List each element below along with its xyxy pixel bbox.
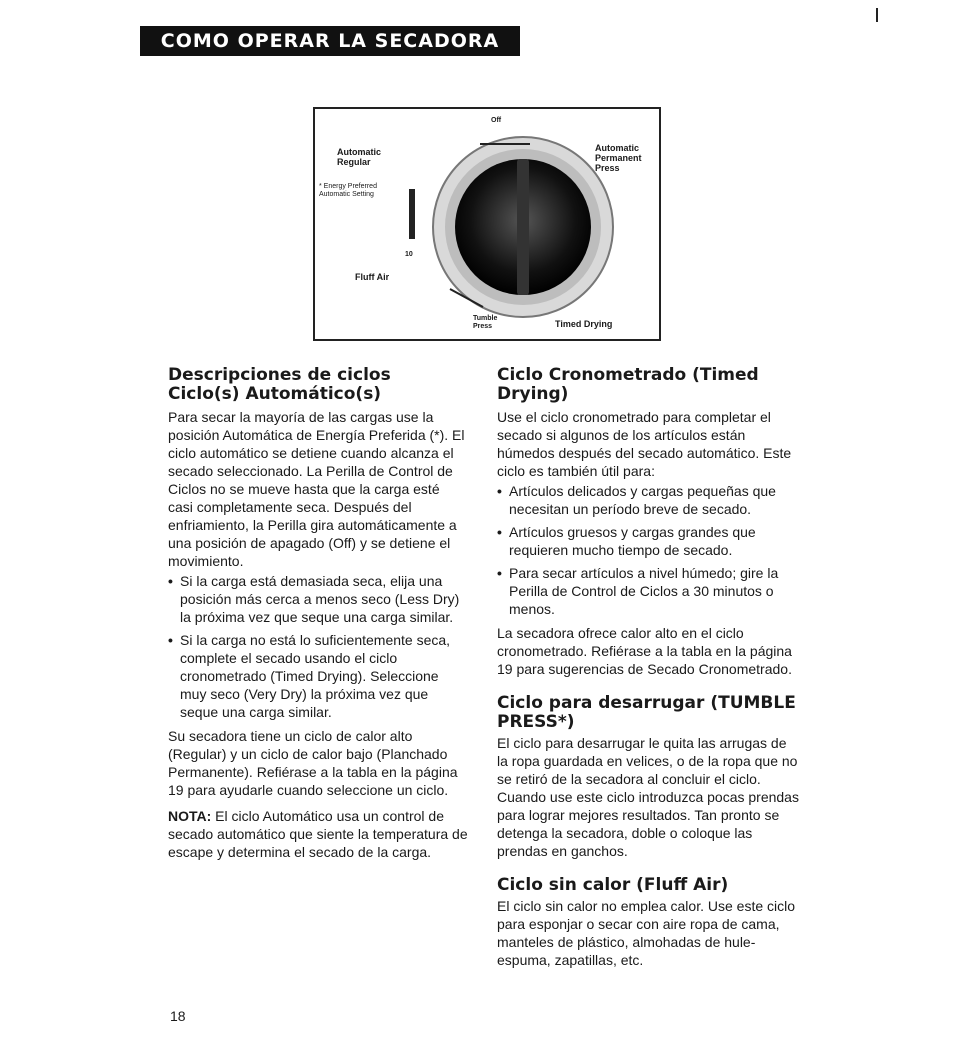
knob-pointer — [409, 189, 415, 239]
heading-fluff-air: Ciclo sin calor (Fluff Air) — [497, 875, 729, 895]
knob-grip — [517, 159, 529, 295]
automatic-tips-list — [168, 572, 468, 721]
knob-mark-10: 10 — [405, 251, 413, 258]
label-energy-preferred: * Energy Preferred Automatic Setting — [319, 183, 377, 198]
heading-automatic-cycles: Ciclo(s) Automático(s) — [168, 384, 382, 404]
control-knob-figure — [313, 107, 661, 341]
margin-mark — [876, 8, 878, 22]
timed-heat-paragraph: La secadora ofrece calor alto en el ciclo cronometrado. Refiérase a la tabla en la página 19 para sugerencias de Secado Cronometrado. — [497, 625, 792, 677]
list-item: • Para secar artículos a nivel húmedo; gire la Perilla de Control de Ciclos a 30 minutos o menos. — [497, 564, 801, 618]
heading-tumble-press: Ciclo para desarrugar (TUMBLE PRESS*) — [497, 693, 796, 732]
right-column — [497, 366, 801, 969]
note-paragraph — [168, 807, 468, 861]
label-timed-drying: Timed Drying — [555, 319, 613, 329]
heat-levels-paragraph: Su secadora tiene un ciclo de calor alto (Regular) y un ciclo de calor bajo (Planchado Permanente). Refiérase a la tabla en la página 19 para ayudarle cuando seleccione un ciclo. — [168, 728, 458, 798]
label-automatic-regular: Automatic Regular — [337, 147, 382, 167]
list-item: • Artículos delicados y cargas pequeñas que necesitan un período breve de secado. — [497, 482, 801, 518]
list-item: • Si la carga no está lo suficientemente seca, complete el secado usando el ciclo cronometrado (Timed Drying). Seleccione muy seco (Very Dry) la próxima vez que seque una carga similar. — [168, 631, 468, 721]
section-banner: COMO OPERAR LA SECADORA — [140, 26, 520, 56]
timed-paragraph: Use el ciclo cronometrado para completar el secado si algunos de los artículos están húmedos después del secado automático. Este ciclo es también útil para: — [497, 409, 792, 479]
label-fluff-air: Fluff Air — [355, 272, 390, 282]
fluff-paragraph: El ciclo sin calor no emplea calor. Use este ciclo para esponjar o secar con aire ropa de cama, manteles de plástico, almohadas de hule-espuma, zapatillas, etc. — [497, 898, 796, 968]
knob-mark-tumble-press: Tumble Press — [473, 315, 498, 330]
knob-mark-off-top: Off — [491, 117, 502, 124]
page-number: 18 — [170, 1008, 186, 1024]
tumble-paragraph: El ciclo para desarrugar le quita las arrugas de la ropa guardada en velices, o de la ropa que no se retiró de la secadora al concluir el ciclo. Cuando use este ciclo introduzca pocas prendas para lograr mejores resultados. Tan pronto se detenga la secadora, doble o coloque las prendas en ganchos. — [497, 735, 799, 859]
note-label: NOTA: — [168, 808, 212, 824]
note-text: El ciclo Automático usa un control de secado automático que siente la temperatura de escape y determina el secado de la carga. — [168, 808, 468, 860]
list-item: • Si la carga está demasiada seca, elija una posición más cerca a menos seco (Less Dry) la próxima vez que seque una carga similar. — [168, 572, 468, 626]
timed-uses-list — [497, 482, 801, 618]
automatic-paragraph: Para secar la mayoría de las cargas use la posición Automática de Energía Preferida (*). El ciclo automático se detiene cuando alcanza el secado seleccionado. La Perilla de Control de Ciclos no se mueve hasta que la carga esté casi completamente seca. Después del enfriamiento, la Perilla gira automáticamente a una posición de apagado (Off) y se detiene el movimiento. — [168, 409, 465, 569]
heading-timed-drying: Ciclo Cronometrado (Timed Drying) — [497, 365, 759, 404]
knob-mark-20: 20 — [417, 277, 425, 284]
knob-mark-off-bottom: Off — [431, 301, 442, 308]
label-automatic-permanent-press: Automatic Permanent Press — [595, 143, 642, 173]
heading-cycle-descriptions: Descripciones de ciclos — [168, 365, 391, 385]
left-column — [168, 366, 468, 861]
list-item: • Artículos gruesos y cargas grandes que requieren mucho tiempo de secado. — [497, 523, 801, 559]
